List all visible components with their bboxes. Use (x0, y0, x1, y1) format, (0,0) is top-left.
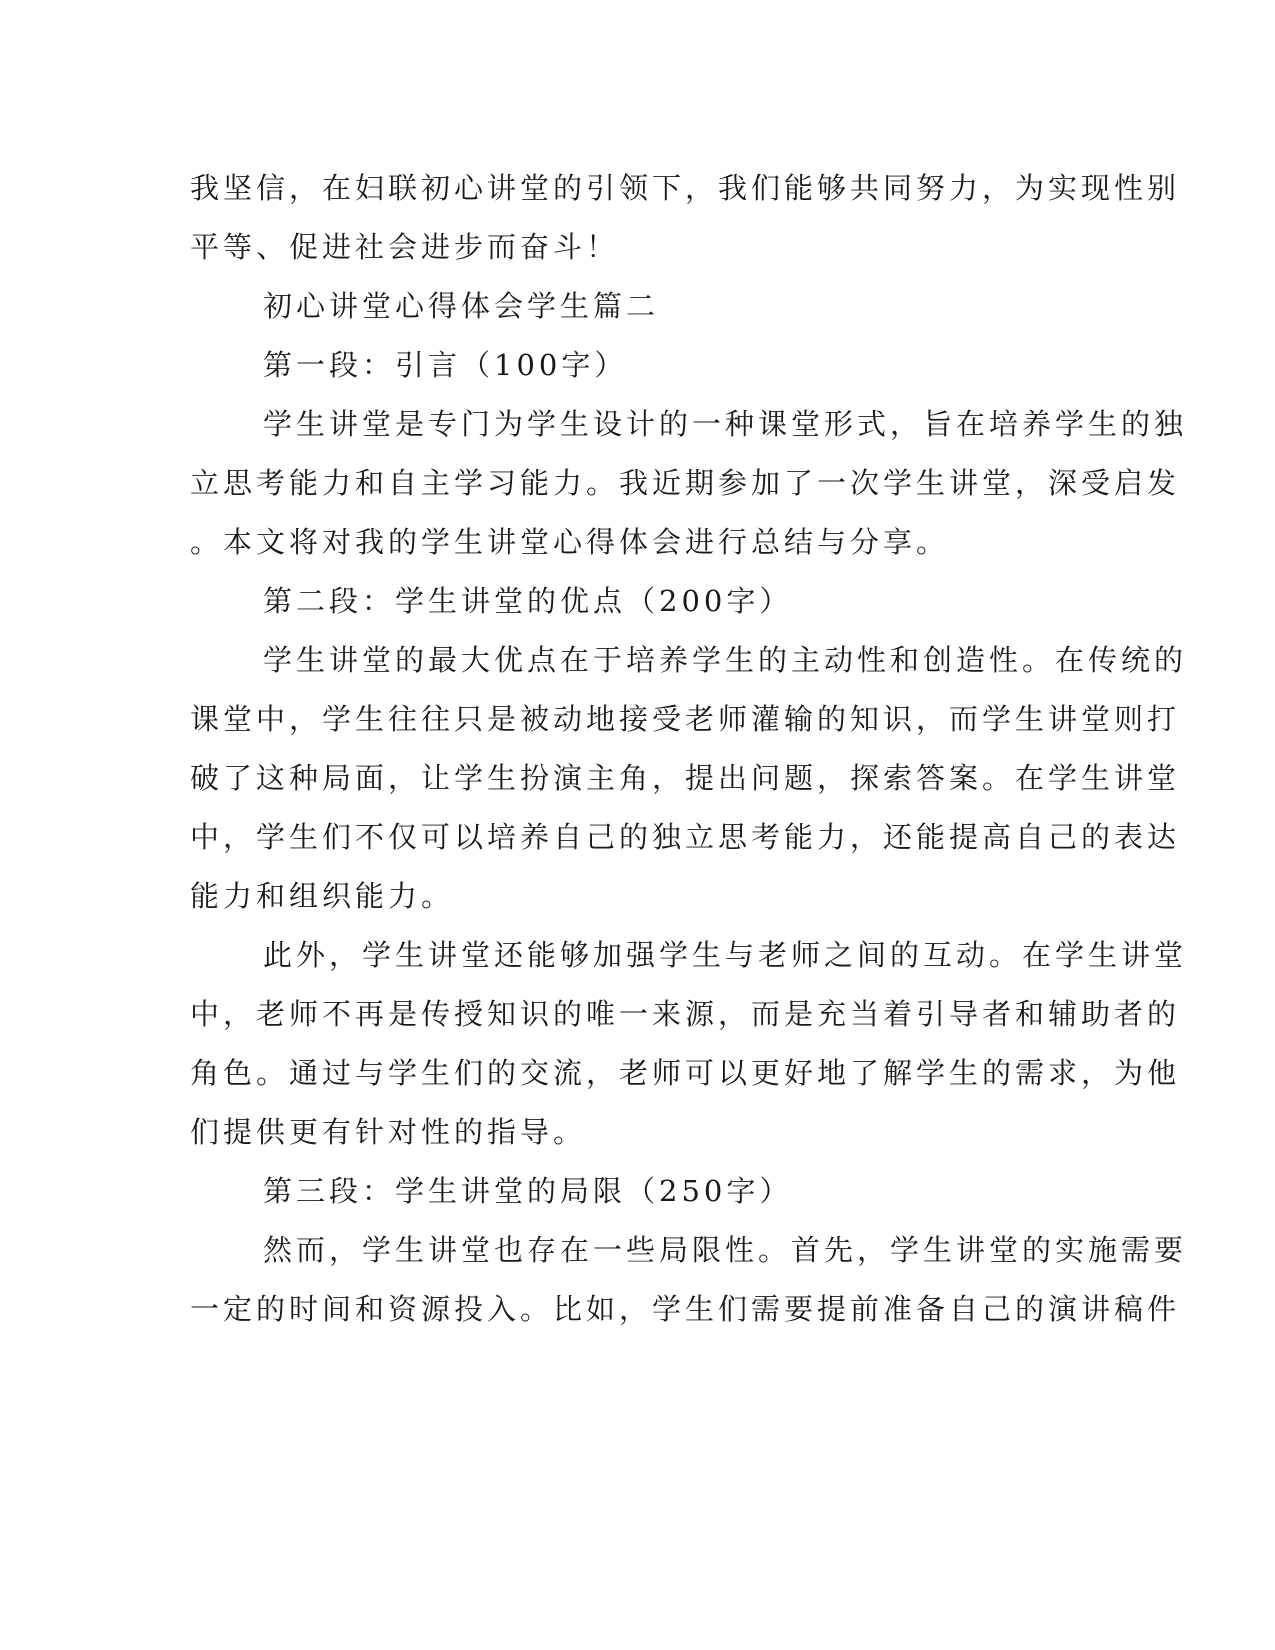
text-line: 学生讲堂是专门为学生设计的一种课堂形式，旨在培养学生的独 (263, 407, 1188, 441)
section-heading: 第二段：学生讲堂的优点（200字） (263, 584, 793, 618)
text-line: 课堂中，学生往往只是被动地接受老师灌输的知识，而学生讲堂则打 (190, 702, 1181, 736)
text-line: 立思考能力和自主学习能力。我近期参加了一次学生讲堂，深受启发 (190, 466, 1181, 500)
text-line: 我坚信，在妇联初心讲堂的引领下，我们能够共同努力，为实现性别 (190, 171, 1181, 205)
text-line: 中，老师不再是传授知识的唯一来源，而是充当着引导者和辅助者的 (190, 997, 1181, 1031)
text-line: 能力和组织能力。 (190, 879, 455, 913)
text-line: 一定的时间和资源投入。比如，学生们需要提前准备自己的演讲稿件 (190, 1292, 1181, 1326)
text-line: 。本文将对我的学生讲堂心得体会进行总结与分享。 (190, 525, 950, 559)
text-line: 角色。通过与学生们的交流，老师可以更好地了解学生的需求，为他 (190, 1056, 1181, 1090)
text-line: 学生讲堂的最大优点在于培养学生的主动性和创造性。在传统的 (263, 643, 1188, 677)
text-line: 破了这种局面，让学生扮演主角，提出问题，探索答案。在学生讲堂 (190, 761, 1181, 795)
section-heading: 第三段：学生讲堂的局限（250字） (263, 1174, 793, 1208)
text-line: 平等、促进社会进步而奋斗！ (190, 230, 620, 264)
section-title: 初心讲堂心得体会学生篇二 (263, 289, 660, 323)
text-line: 中，学生们不仅可以培养自己的独立思考能力，还能提高自己的表达 (190, 820, 1181, 854)
section-heading: 第一段：引言（100字） (263, 348, 628, 382)
text-line: 然而，学生讲堂也存在一些局限性。首先，学生讲堂的实施需要 (263, 1233, 1188, 1267)
text-line: 们提供更有针对性的指导。 (190, 1115, 587, 1149)
text-line: 此外，学生讲堂还能够加强学生与老师之间的互动。在学生讲堂 (263, 938, 1188, 972)
